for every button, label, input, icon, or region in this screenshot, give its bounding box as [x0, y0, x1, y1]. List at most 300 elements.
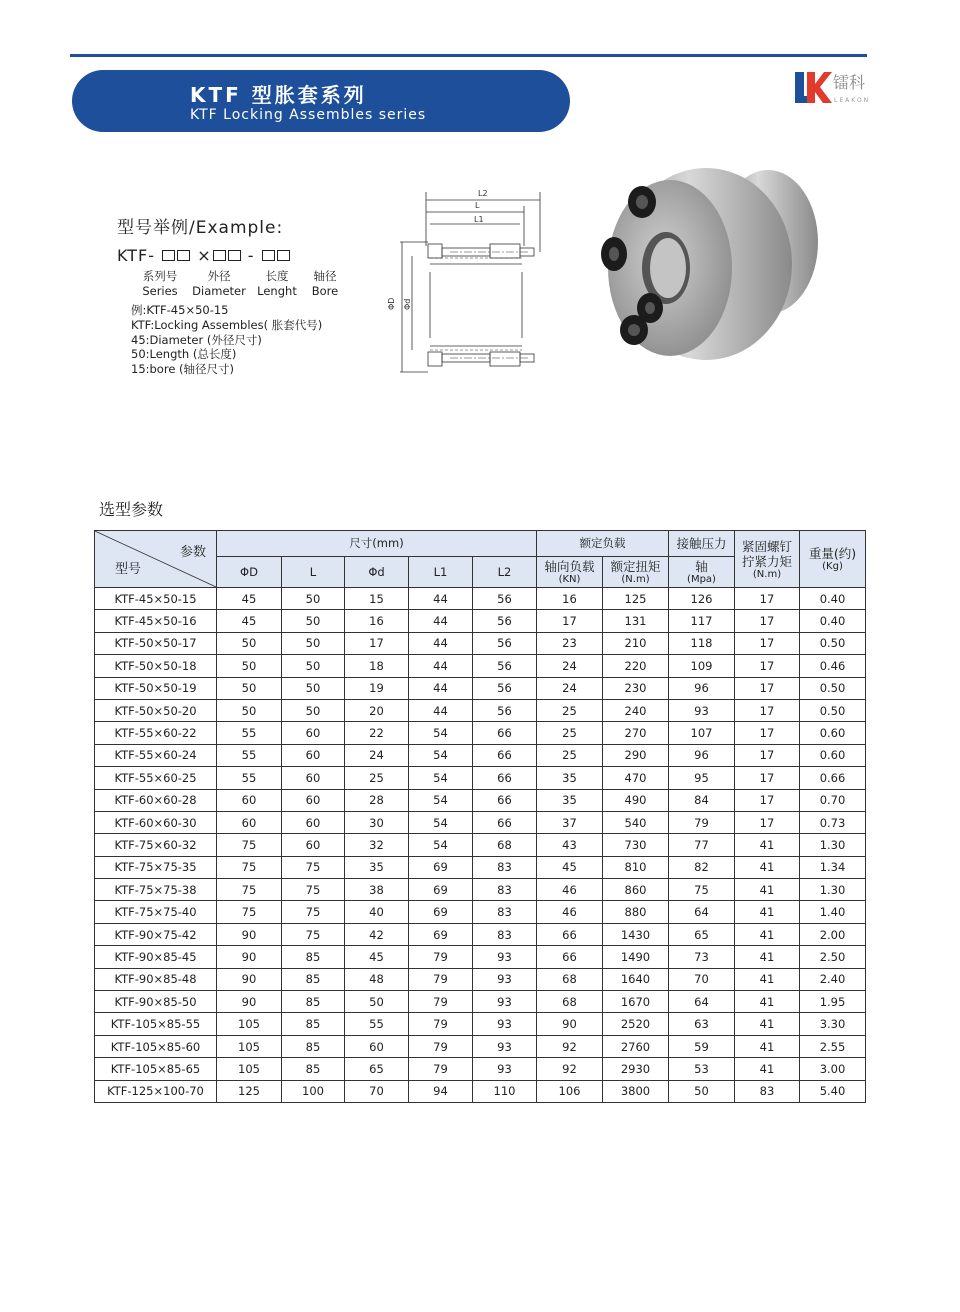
- value-cell: 85: [282, 1013, 345, 1035]
- value-cell: 55: [345, 1013, 409, 1035]
- value-cell: 63: [669, 1013, 735, 1035]
- value-cell: 2.50: [800, 946, 866, 968]
- model-cell: KTF-55×60-25: [95, 767, 217, 789]
- value-cell: 1.95: [800, 991, 866, 1013]
- value-cell: 17: [345, 632, 409, 654]
- value-cell: 270: [603, 722, 669, 744]
- value-cell: 17: [735, 610, 800, 632]
- placeholder-box: [177, 250, 190, 261]
- value-cell: 75: [669, 879, 735, 901]
- value-cell: 50: [282, 610, 345, 632]
- value-cell: 90: [217, 968, 282, 990]
- table-row: [95, 677, 866, 699]
- value-cell: 46: [537, 901, 603, 923]
- table-row: [95, 879, 866, 901]
- spec-table: [94, 530, 866, 1103]
- value-cell: 2.40: [800, 968, 866, 990]
- value-cell: 94: [409, 1080, 473, 1102]
- value-cell: 1.40: [800, 901, 866, 923]
- value-cell: 83: [473, 923, 537, 945]
- group-load: 额定负载: [537, 531, 669, 557]
- value-cell: 860: [603, 879, 669, 901]
- value-cell: 0.50: [800, 677, 866, 699]
- value-cell: 540: [603, 811, 669, 833]
- value-cell: 70: [345, 1080, 409, 1102]
- value-cell: 90: [217, 946, 282, 968]
- value-cell: 56: [473, 632, 537, 654]
- value-cell: 730: [603, 834, 669, 856]
- value-cell: 38: [345, 879, 409, 901]
- value-cell: 1640: [603, 968, 669, 990]
- value-cell: 16: [345, 610, 409, 632]
- value-cell: 75: [217, 879, 282, 901]
- value-cell: 25: [345, 767, 409, 789]
- value-cell: 125: [603, 588, 669, 610]
- col-D: ΦD: [217, 556, 282, 587]
- value-cell: 83: [473, 856, 537, 878]
- value-cell: 3800: [603, 1080, 669, 1102]
- value-cell: 93: [473, 991, 537, 1013]
- value-cell: 45: [537, 856, 603, 878]
- value-cell: 93: [473, 1058, 537, 1080]
- table-row: [95, 588, 866, 610]
- dim-label-D: ΦD: [387, 297, 396, 310]
- value-cell: 0.46: [800, 655, 866, 677]
- table-body: [95, 588, 866, 1103]
- model-example: [117, 213, 345, 377]
- example-note: 45:Diameter (外径尺寸): [131, 332, 262, 347]
- value-cell: 79: [409, 1035, 473, 1057]
- col-L1: L1: [409, 556, 473, 587]
- value-cell: 55: [217, 744, 282, 766]
- value-cell: 85: [282, 968, 345, 990]
- value-cell: 90: [217, 991, 282, 1013]
- value-cell: 95: [669, 767, 735, 789]
- col-axial: 轴向负载 (KN): [537, 556, 603, 587]
- value-cell: 48: [345, 968, 409, 990]
- model-cell: KTF-75×75-35: [95, 856, 217, 878]
- part-label-en: Bore: [311, 284, 339, 298]
- model-cell: KTF-60×60-30: [95, 811, 217, 833]
- value-cell: 25: [537, 699, 603, 721]
- value-cell: 1670: [603, 991, 669, 1013]
- part-diameter: [189, 269, 249, 299]
- dim-label-L: L: [475, 201, 480, 210]
- value-cell: 107: [669, 722, 735, 744]
- model-cell: KTF-125×100-70: [95, 1080, 217, 1102]
- dim-label-L2: L2: [478, 189, 488, 198]
- value-cell: 85: [282, 991, 345, 1013]
- value-cell: 56: [473, 677, 537, 699]
- model-cell: KTF-90×75-42: [95, 923, 217, 945]
- value-cell: 93: [669, 699, 735, 721]
- value-cell: 810: [603, 856, 669, 878]
- table-row: [95, 610, 866, 632]
- value-cell: 54: [409, 722, 473, 744]
- value-cell: 73: [669, 946, 735, 968]
- value-cell: 1490: [603, 946, 669, 968]
- value-cell: 41: [735, 946, 800, 968]
- value-cell: 230: [603, 677, 669, 699]
- value-cell: 110: [473, 1080, 537, 1102]
- group-weight: 重量(约) (Kg): [800, 531, 866, 588]
- value-cell: 0.50: [800, 632, 866, 654]
- value-cell: 85: [282, 1035, 345, 1057]
- value-cell: 32: [345, 834, 409, 856]
- value-cell: 75: [282, 901, 345, 923]
- value-cell: 85: [282, 946, 345, 968]
- value-cell: 54: [409, 744, 473, 766]
- value-cell: 44: [409, 699, 473, 721]
- value-cell: 41: [735, 901, 800, 923]
- value-cell: 79: [409, 946, 473, 968]
- value-cell: 50: [345, 991, 409, 1013]
- part-label-cn: 长度: [265, 269, 289, 283]
- dim-label-L1: L1: [474, 215, 484, 224]
- value-cell: 50: [282, 677, 345, 699]
- table-row: [95, 1013, 866, 1035]
- example-note: 50:Length (总长度): [131, 347, 237, 362]
- value-cell: 69: [409, 901, 473, 923]
- value-cell: 118: [669, 632, 735, 654]
- table-row: [95, 1080, 866, 1102]
- col-L: L: [282, 556, 345, 587]
- value-cell: 60: [217, 811, 282, 833]
- example-note: 例:KTF-45×50-15: [131, 303, 229, 317]
- example-parts: [131, 269, 345, 299]
- value-cell: 17: [735, 722, 800, 744]
- value-cell: 60: [282, 811, 345, 833]
- value-cell: 50: [282, 699, 345, 721]
- value-cell: 50: [669, 1080, 735, 1102]
- value-cell: 17: [735, 744, 800, 766]
- example-code-pattern: [117, 246, 345, 265]
- value-cell: 23: [537, 632, 603, 654]
- table-row: [95, 856, 866, 878]
- model-cell: KTF-75×75-38: [95, 879, 217, 901]
- value-cell: 60: [217, 789, 282, 811]
- value-cell: 69: [409, 923, 473, 945]
- code-dash: -: [247, 246, 255, 265]
- value-cell: 19: [345, 677, 409, 699]
- value-cell: 41: [735, 923, 800, 945]
- part-length: [249, 269, 305, 299]
- value-cell: 77: [669, 834, 735, 856]
- value-cell: 85: [282, 1058, 345, 1080]
- value-cell: 41: [735, 1013, 800, 1035]
- value-cell: 66: [537, 946, 603, 968]
- value-cell: 79: [409, 1058, 473, 1080]
- value-cell: 53: [669, 1058, 735, 1080]
- value-cell: 3.00: [800, 1058, 866, 1080]
- table-row: [95, 834, 866, 856]
- table-row: [95, 968, 866, 990]
- corner-bottom-label: 型号: [115, 562, 142, 577]
- value-cell: 70: [669, 968, 735, 990]
- value-cell: 41: [735, 1035, 800, 1057]
- value-cell: 75: [282, 879, 345, 901]
- value-cell: 17: [735, 811, 800, 833]
- table-row: [95, 767, 866, 789]
- value-cell: 2520: [603, 1013, 669, 1035]
- col-d: Φd: [345, 556, 409, 587]
- value-cell: 79: [409, 968, 473, 990]
- value-cell: 1430: [603, 923, 669, 945]
- value-cell: 65: [345, 1058, 409, 1080]
- table-row: [95, 991, 866, 1013]
- value-cell: 60: [282, 744, 345, 766]
- model-cell: KTF-90×85-50: [95, 991, 217, 1013]
- value-cell: 15: [345, 588, 409, 610]
- value-cell: 44: [409, 677, 473, 699]
- value-cell: 41: [735, 968, 800, 990]
- value-cell: 2.00: [800, 923, 866, 945]
- group-dims: 尺寸(mm): [217, 531, 537, 557]
- placeholder-box: [228, 250, 241, 261]
- placeholder-box: [162, 250, 175, 261]
- value-cell: 0.60: [800, 722, 866, 744]
- value-cell: 106: [537, 1080, 603, 1102]
- example-note: 15:bore (轴径尺寸): [131, 362, 235, 377]
- top-rule: [70, 54, 867, 57]
- value-cell: 44: [409, 588, 473, 610]
- value-cell: 41: [735, 856, 800, 878]
- value-cell: 1.30: [800, 834, 866, 856]
- value-cell: 44: [409, 610, 473, 632]
- value-cell: 24: [537, 677, 603, 699]
- value-cell: 93: [473, 1013, 537, 1035]
- value-cell: 35: [537, 789, 603, 811]
- value-cell: 44: [409, 655, 473, 677]
- model-cell: KTF-55×60-24: [95, 744, 217, 766]
- value-cell: 0.66: [800, 767, 866, 789]
- table-row: [95, 699, 866, 721]
- value-cell: 50: [217, 699, 282, 721]
- value-cell: 59: [669, 1035, 735, 1057]
- value-cell: 50: [217, 655, 282, 677]
- model-cell: KTF-50×50-18: [95, 655, 217, 677]
- value-cell: 92: [537, 1035, 603, 1057]
- value-cell: 24: [537, 655, 603, 677]
- value-cell: 66: [473, 789, 537, 811]
- model-cell: KTF-45×50-15: [95, 588, 217, 610]
- value-cell: 17: [735, 699, 800, 721]
- value-cell: 290: [603, 744, 669, 766]
- value-cell: 75: [282, 923, 345, 945]
- model-cell: KTF-75×75-40: [95, 901, 217, 923]
- value-cell: 96: [669, 677, 735, 699]
- page-subtitle: KTF Locking Assembles series: [190, 107, 427, 123]
- value-cell: 22: [345, 722, 409, 744]
- part-series: [131, 269, 189, 299]
- model-cell: KTF-50×50-17: [95, 632, 217, 654]
- model-cell: KTF-55×60-22: [95, 722, 217, 744]
- corner-header: [95, 531, 217, 588]
- value-cell: 42: [345, 923, 409, 945]
- col-shaft: 轴 (Mpa): [669, 556, 735, 587]
- value-cell: 50: [282, 655, 345, 677]
- logo-text-en: LEAKON: [834, 97, 871, 104]
- value-cell: 880: [603, 901, 669, 923]
- value-cell: 117: [669, 610, 735, 632]
- value-cell: 93: [473, 946, 537, 968]
- value-cell: 17: [735, 789, 800, 811]
- value-cell: 0.70: [800, 789, 866, 811]
- placeholder-box: [277, 250, 290, 261]
- value-cell: 105: [217, 1058, 282, 1080]
- technical-drawing: [380, 182, 550, 378]
- model-cell: KTF-75×60-32: [95, 834, 217, 856]
- model-cell: KTF-45×50-16: [95, 610, 217, 632]
- value-cell: 60: [282, 767, 345, 789]
- value-cell: 66: [473, 722, 537, 744]
- value-cell: 17: [735, 677, 800, 699]
- model-cell: KTF-50×50-19: [95, 677, 217, 699]
- value-cell: 0.40: [800, 610, 866, 632]
- value-cell: 65: [669, 923, 735, 945]
- table-row: [95, 722, 866, 744]
- table-row: [95, 789, 866, 811]
- value-cell: 50: [282, 632, 345, 654]
- value-cell: 92: [537, 1058, 603, 1080]
- page-title: KTF 型胀套系列: [190, 83, 367, 107]
- part-label-en: Lenght: [257, 284, 297, 298]
- value-cell: 64: [669, 901, 735, 923]
- model-cell: KTF-105×85-60: [95, 1035, 217, 1057]
- value-cell: 66: [473, 767, 537, 789]
- value-cell: 28: [345, 789, 409, 811]
- value-cell: 5.40: [800, 1080, 866, 1102]
- value-cell: 0.60: [800, 744, 866, 766]
- placeholder-box: [213, 250, 226, 261]
- value-cell: 79: [409, 1013, 473, 1035]
- model-cell: KTF-90×85-45: [95, 946, 217, 968]
- value-cell: 64: [669, 991, 735, 1013]
- value-cell: 69: [409, 856, 473, 878]
- value-cell: 56: [473, 610, 537, 632]
- value-cell: 3.30: [800, 1013, 866, 1035]
- value-cell: 84: [669, 789, 735, 811]
- value-cell: 45: [217, 588, 282, 610]
- value-cell: 2760: [603, 1035, 669, 1057]
- value-cell: 17: [735, 632, 800, 654]
- example-title: 型号举例/Example:: [117, 218, 284, 238]
- value-cell: 1.34: [800, 856, 866, 878]
- value-cell: 82: [669, 856, 735, 878]
- value-cell: 60: [282, 722, 345, 744]
- value-cell: 75: [217, 856, 282, 878]
- value-cell: 470: [603, 767, 669, 789]
- part-label-cn: 轴径: [313, 269, 337, 283]
- dim-label-d: Φd: [403, 298, 412, 310]
- model-cell: KTF-50×50-20: [95, 699, 217, 721]
- value-cell: 79: [669, 811, 735, 833]
- code-times: ×: [197, 246, 212, 265]
- value-cell: 37: [537, 811, 603, 833]
- title-banner: [72, 70, 570, 132]
- value-cell: 93: [473, 1035, 537, 1057]
- table-row: [95, 923, 866, 945]
- value-cell: 0.50: [800, 699, 866, 721]
- value-cell: 24: [345, 744, 409, 766]
- value-cell: 54: [409, 811, 473, 833]
- value-cell: 96: [669, 744, 735, 766]
- value-cell: 25: [537, 722, 603, 744]
- value-cell: 105: [217, 1035, 282, 1057]
- value-cell: 79: [409, 991, 473, 1013]
- example-note: KTF:Locking Assembles( 胀套代号): [131, 317, 323, 332]
- value-cell: 17: [735, 655, 800, 677]
- product-photo: [598, 162, 822, 372]
- value-cell: 54: [409, 834, 473, 856]
- value-cell: 2.55: [800, 1035, 866, 1057]
- value-cell: 490: [603, 789, 669, 811]
- value-cell: 210: [603, 632, 669, 654]
- value-cell: 75: [282, 856, 345, 878]
- value-cell: 17: [735, 767, 800, 789]
- value-cell: 54: [409, 767, 473, 789]
- part-label-en: Diameter: [192, 284, 246, 298]
- code-prefix: KTF-: [117, 246, 155, 265]
- section-title: 选型参数: [99, 500, 164, 519]
- value-cell: 56: [473, 655, 537, 677]
- value-cell: 56: [473, 699, 537, 721]
- value-cell: 68: [537, 991, 603, 1013]
- value-cell: 35: [345, 856, 409, 878]
- value-cell: 66: [537, 923, 603, 945]
- value-cell: 50: [217, 677, 282, 699]
- value-cell: 66: [473, 744, 537, 766]
- part-label-cn: 系列号: [142, 269, 178, 283]
- value-cell: 50: [217, 632, 282, 654]
- value-cell: 40: [345, 901, 409, 923]
- table-row: [95, 901, 866, 923]
- value-cell: 125: [217, 1080, 282, 1102]
- value-cell: 75: [217, 834, 282, 856]
- value-cell: 240: [603, 699, 669, 721]
- example-notes: [131, 303, 345, 377]
- value-cell: 60: [282, 834, 345, 856]
- value-cell: 0.73: [800, 811, 866, 833]
- model-cell: KTF-105×85-55: [95, 1013, 217, 1035]
- value-cell: 220: [603, 655, 669, 677]
- value-cell: 43: [537, 834, 603, 856]
- table-row: [95, 946, 866, 968]
- corner-top-label: 参数: [179, 545, 206, 560]
- model-cell: KTF-105×85-65: [95, 1058, 217, 1080]
- placeholder-box: [262, 250, 275, 261]
- value-cell: 83: [473, 901, 537, 923]
- col-L2: L2: [473, 556, 537, 587]
- value-cell: 109: [669, 655, 735, 677]
- value-cell: 0.40: [800, 588, 866, 610]
- part-label-cn: 外径: [207, 269, 231, 283]
- value-cell: 41: [735, 879, 800, 901]
- value-cell: 100: [282, 1080, 345, 1102]
- logo-text-cn: 镭科: [833, 73, 866, 92]
- value-cell: 20: [345, 699, 409, 721]
- value-cell: 60: [345, 1035, 409, 1057]
- table-row: [95, 632, 866, 654]
- value-cell: 60: [282, 789, 345, 811]
- value-cell: 41: [735, 991, 800, 1013]
- value-cell: 68: [537, 968, 603, 990]
- value-cell: 17: [537, 610, 603, 632]
- table-row: [95, 1058, 866, 1080]
- value-cell: 55: [217, 722, 282, 744]
- table-row: [95, 1035, 866, 1057]
- value-cell: 75: [217, 901, 282, 923]
